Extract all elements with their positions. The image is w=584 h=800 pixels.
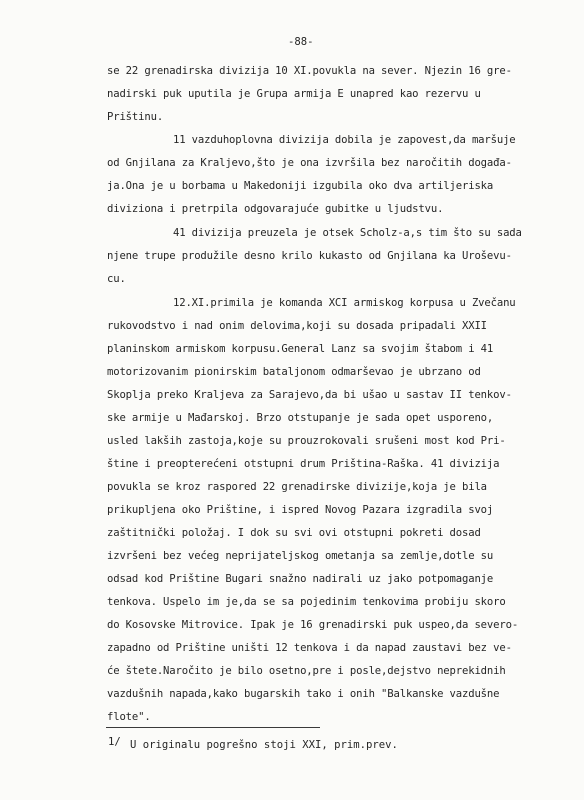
text-line: ske armije u Mađarskoj. Brzo otstupanje je sada opet usporeno, <box>107 412 494 424</box>
text-line: flote". <box>107 711 151 723</box>
text-line: planinskom armiskom korpusu.General Lanz sa svojim štabom i 41 <box>107 343 494 355</box>
text-line: od Gnjilana za Kraljevo,što je ona izvršila bez naročitih događa- <box>107 157 512 169</box>
text-line: njene trupe produžile desno krilo kukasto od Gnjilana ka Uroševu- <box>107 250 512 262</box>
text-line: nadirski puk uputila je Grupa armija E unapred kao rezervu u <box>107 88 481 100</box>
text-line: do Kosovske Mitrovice. Ipak je 16 grenadirski puk uspeo,da severo- <box>107 619 519 631</box>
footnote-marker: 1/ <box>108 736 121 748</box>
text-line: tenkova. Uspelo im je,da se sa pojedinim tenkovima probiju skoro <box>107 596 506 608</box>
text-line: vazdušnih napada,kako bugarskih tako i onih "Balkanske vazdušne <box>107 688 500 700</box>
text-line: motorizovanim pionirskim bataljonom odmarševao je ubrzano od <box>107 366 481 378</box>
text-line: cu. <box>107 273 126 285</box>
text-line: štine i preopterećeni otstupni drum Priština-Raška. 41 divizija <box>107 458 500 470</box>
text-line: 11 vazduhoplovna divizija dobila je zapovest,da maršuje <box>173 134 516 146</box>
text-line: će štete.Naročito je bilo osetno,pre i posle,dejstvo neprekidnih <box>107 665 506 677</box>
text-line: 41 divizija preuzela je otsek Scholz-a,s tim što su sada <box>173 227 522 239</box>
text-line: se 22 grenadirska divizija 10 XI.povukla na sever. Njezin 16 gre- <box>107 65 512 77</box>
page-number: -88- <box>288 36 314 48</box>
text-line: prikupljena oko Prištine, i ispred Novog Pazara izgradila svoj <box>107 504 494 516</box>
text-line: zaštitnički položaj. I dok su svi ovi otstupni pokreti dosad <box>107 527 481 539</box>
footnote-text: U originalu pogrešno stoji XXI, prim.prev. <box>130 739 398 751</box>
text-line: Skoplja preko Kraljeva za Sarajevo,da bi ušao u sastav II tenkov- <box>107 389 512 401</box>
text-line: Prištinu. <box>107 111 164 123</box>
footnote-divider <box>106 727 320 728</box>
text-line: 12.XI.primila je komanda XCI armiskog korpusa u Zvečanu <box>173 297 516 309</box>
text-line: usled lakših zastoja,koje su prouzrokovali srušeni most kod Pri- <box>107 435 506 447</box>
text-line: povukla se kroz raspored 22 grenadirske divizije,koja je bila <box>107 481 487 493</box>
text-line: rukovodstvo i nad onim delovima,koji su dosada pripadali XXII <box>107 320 487 332</box>
text-line: zapadno od Prištine uništi 12 tenkova i da napad zaustavi bez ve- <box>107 642 512 654</box>
text-line: odsad kod Prištine Bugari snažno nadirali uz jako potpomaganje <box>107 573 494 585</box>
text-line: izvršeni bez većeg neprijateljskog ometanja sa zemlje,dotle su <box>107 550 494 562</box>
text-line: ja.Ona je u borbama u Makedoniji izgubila oko dva artiljeriska <box>107 180 494 192</box>
text-line: diviziona i pretrpila odgovarajuće gubitke u ljudstvu. <box>107 203 444 215</box>
